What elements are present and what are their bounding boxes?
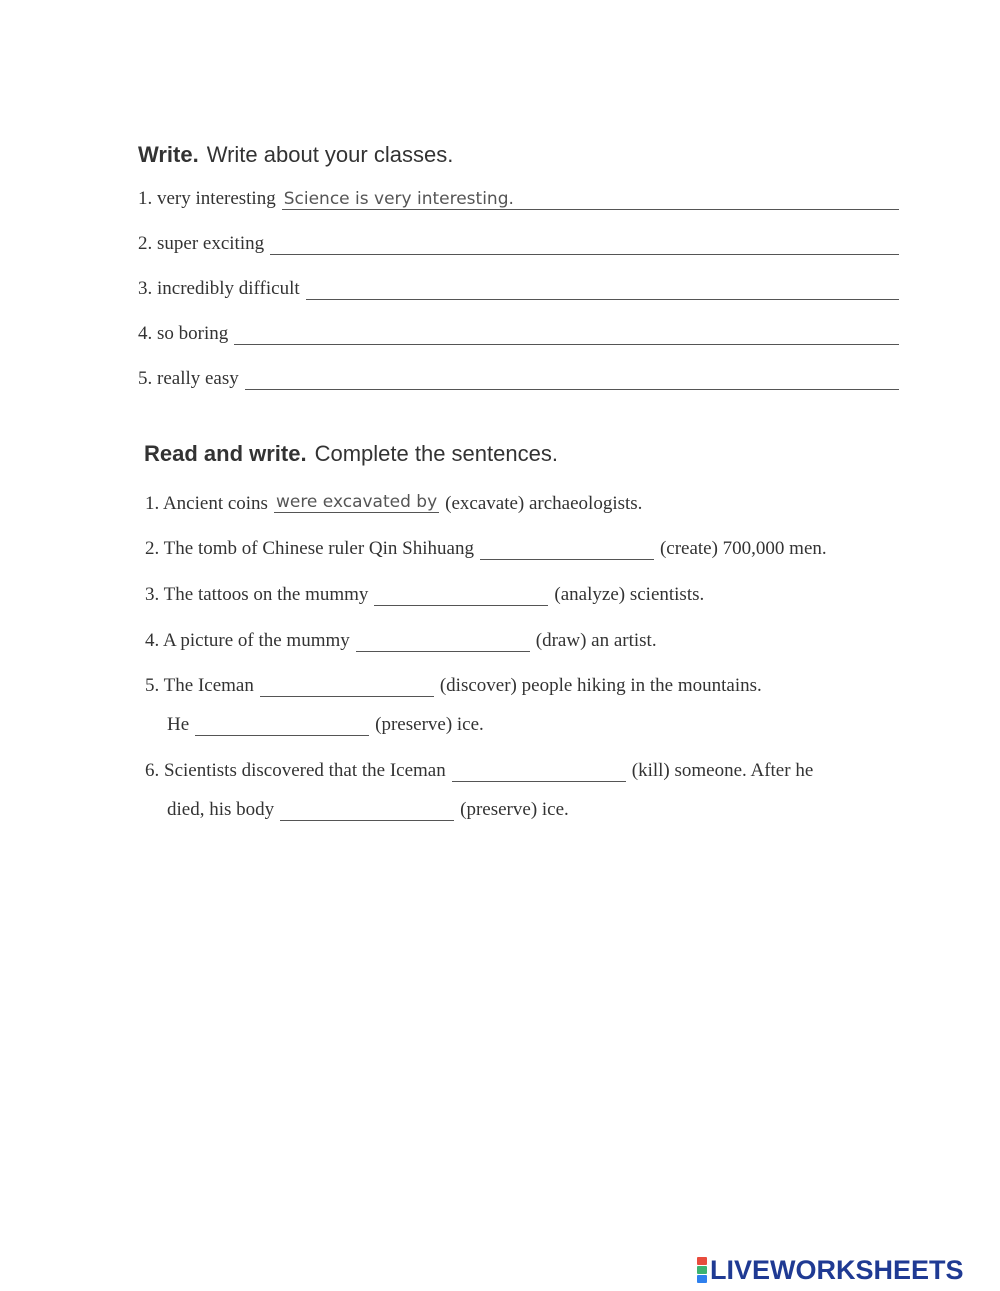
sentence-text: 5. The Iceman xyxy=(145,675,254,696)
sentence-answer-field[interactable] xyxy=(260,676,434,697)
liveworksheets-logo xyxy=(697,1255,964,1285)
sentence-answer-field[interactable] xyxy=(356,631,530,652)
sentence-6-cont xyxy=(167,793,569,821)
sentence-text: 6. Scientists discovered that the Iceman xyxy=(145,760,446,781)
logo-text: LIVEWORKSHEETS xyxy=(710,1254,964,1285)
write-answer-field[interactable] xyxy=(282,185,899,210)
sentence-6 xyxy=(145,754,813,782)
write-item-5 xyxy=(138,362,899,390)
sentence-text: He xyxy=(167,714,190,735)
write-item-1 xyxy=(138,182,899,210)
sentence-3 xyxy=(145,578,704,606)
write-item-prompt: 2. super exciting xyxy=(138,233,265,254)
write-item-prompt: 4. so boring xyxy=(138,323,229,344)
sentence-text: 3. The tattoos on the mummy xyxy=(145,584,369,605)
sentence-text: (discover) people hiking in the mountains. xyxy=(439,675,762,696)
sentence-answer-field[interactable] xyxy=(480,539,654,560)
section1-heading xyxy=(138,142,453,168)
sentence-text: (create) 700,000 men. xyxy=(659,538,827,559)
sentence-text: died, his body xyxy=(167,799,275,820)
sentence-text: 1. Ancient coins xyxy=(145,493,268,514)
sentence-text: 4. A picture of the mummy xyxy=(145,630,350,651)
sentence-4 xyxy=(145,624,657,652)
write-item-2 xyxy=(138,227,899,255)
write-item-prompt: 5. really easy xyxy=(138,368,239,389)
sentence-5 xyxy=(145,669,762,697)
sentence-text: (preserve) ice. xyxy=(460,799,569,820)
sentence-answer-field[interactable] xyxy=(195,715,369,736)
sentence-text: (excavate) archaeologists. xyxy=(445,493,643,514)
section1-heading-bold: Write. xyxy=(138,142,199,167)
sentence-2 xyxy=(145,532,827,560)
sentence-text: 2. The tomb of Chinese ruler Qin Shihuang xyxy=(145,538,474,559)
sentence-1 xyxy=(145,487,642,515)
section2-heading-bold: Read and write. xyxy=(144,441,307,466)
write-item-prompt: 3. incredibly difficult xyxy=(138,278,300,299)
write-answer-field[interactable] xyxy=(306,275,899,300)
sentence-text: (draw) an artist. xyxy=(535,630,657,651)
section1-heading-text: Write about your classes. xyxy=(206,142,454,167)
write-answer-text: Science is very interesting. xyxy=(283,189,514,209)
sentence-text: (preserve) ice. xyxy=(375,714,484,735)
write-answer-field[interactable] xyxy=(234,320,899,345)
sentence-answer-field[interactable] xyxy=(374,585,548,606)
section2-heading-text: Complete the sentences. xyxy=(314,441,558,466)
write-item-4 xyxy=(138,317,899,345)
section2-heading xyxy=(144,441,558,467)
write-answer-field[interactable] xyxy=(270,230,899,255)
sentence-text: (analyze) scientists. xyxy=(554,584,705,605)
write-item-prompt: 1. very interesting xyxy=(138,188,276,209)
liveworksheets-logo-icon xyxy=(697,1257,707,1283)
sentence-answer-field[interactable]: were excavated by xyxy=(275,492,438,512)
sentence-text: (kill) someone. After he xyxy=(631,760,814,781)
write-item-3 xyxy=(138,272,899,300)
write-answer-field[interactable] xyxy=(245,365,899,390)
sentence-answer-field[interactable] xyxy=(280,800,454,821)
sentence-answer-field[interactable] xyxy=(452,761,626,782)
sentence-5-cont xyxy=(167,708,484,736)
